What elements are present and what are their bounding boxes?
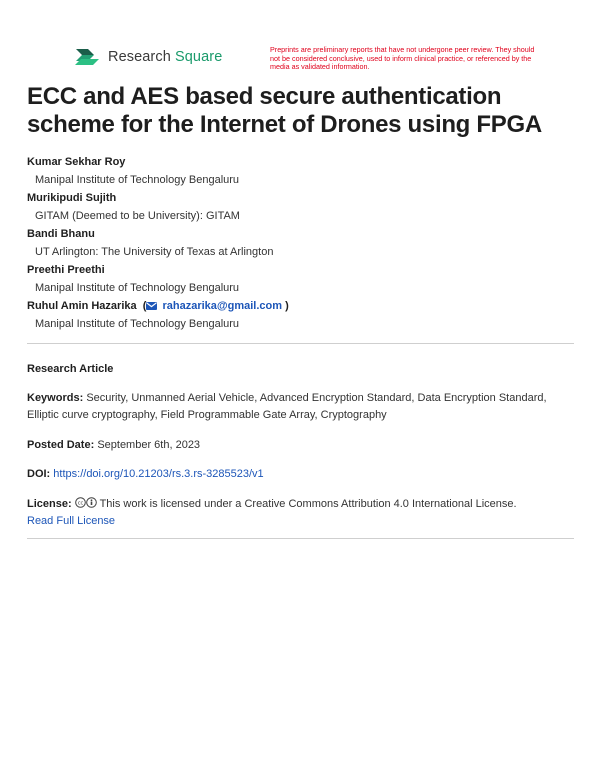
research-square-logo[interactable]	[74, 46, 222, 68]
author-item	[27, 225, 587, 261]
research-square-logo-icon	[74, 46, 101, 68]
doi	[27, 466, 575, 483]
author-item	[27, 153, 587, 189]
doi-label: DOI:	[27, 468, 51, 480]
author-affiliation: UT Arlington: The University of Texas at Arlington	[35, 246, 274, 258]
svg-text:cc: cc	[77, 500, 83, 507]
article-type: Research Article	[27, 363, 114, 375]
author-name: Bandi Bhanu	[27, 228, 95, 240]
author-name: Preethi Preethi	[27, 264, 105, 276]
divider	[27, 538, 574, 539]
author-affiliation: Manipal Institute of Technology Bengaluru	[35, 282, 240, 294]
envelope-icon	[146, 302, 157, 310]
brand-name: Research Square	[108, 49, 223, 65]
by-icon	[86, 497, 97, 508]
license	[27, 496, 575, 530]
author-affiliation: Manipal Institute of Technology Bengaluru	[35, 318, 240, 330]
cc-icon	[75, 497, 86, 508]
author-name: Kumar Sekhar Roy	[27, 156, 126, 168]
author-email-link[interactable]	[146, 300, 282, 312]
posted-date-label: Posted Date:	[27, 439, 95, 451]
posted-date	[27, 437, 575, 454]
keywords-text: Security, Unmanned Aerial Vehicle, Advanced Encryption Standard, Data Encryption Standard, Elliptic curve cryptography, Field Programmable Gate Array, Cryptography	[27, 392, 547, 421]
doi-link[interactable]: https://doi.org/10.21203/rs.3.rs-3285523/v1	[53, 468, 264, 480]
author-affiliation: Manipal Institute of Technology Bengaluru	[35, 174, 240, 186]
author-name: Murikipudi Sujith	[27, 192, 117, 204]
posted-date-value: September 6th, 2023	[97, 439, 201, 451]
author-item	[27, 189, 587, 225]
license-text: This work is licensed under a Creative Commons Attribution 4.0 International License.	[99, 498, 517, 510]
author-item	[27, 261, 587, 297]
read-full-license-link[interactable]: Read Full License	[27, 515, 116, 527]
corresponding-author: Ruhul Amin Hazarika ( rahazarika@gmail.com )	[27, 300, 289, 312]
keywords-label: Keywords:	[27, 392, 84, 404]
author-item	[27, 297, 587, 333]
paper-title: ECC and AES based secure authentication scheme for the Internet of Drones using FPGA	[27, 83, 542, 138]
preprint-disclaimer: Preprints are preliminary reports that have not undergone peer review. They should not be considered conclusive, used to inform clinical practice, or referenced by the media as validated information.	[270, 45, 535, 72]
license-label: License:	[27, 498, 72, 510]
author-name: Ruhul Amin Hazarika	[27, 300, 137, 312]
email-text: rahazarika@gmail.com	[162, 300, 283, 312]
keywords	[27, 390, 575, 424]
author-affiliation: GITAM (Deemed to be University): GITAM	[35, 210, 240, 222]
author-list	[27, 153, 587, 333]
divider	[27, 343, 574, 344]
